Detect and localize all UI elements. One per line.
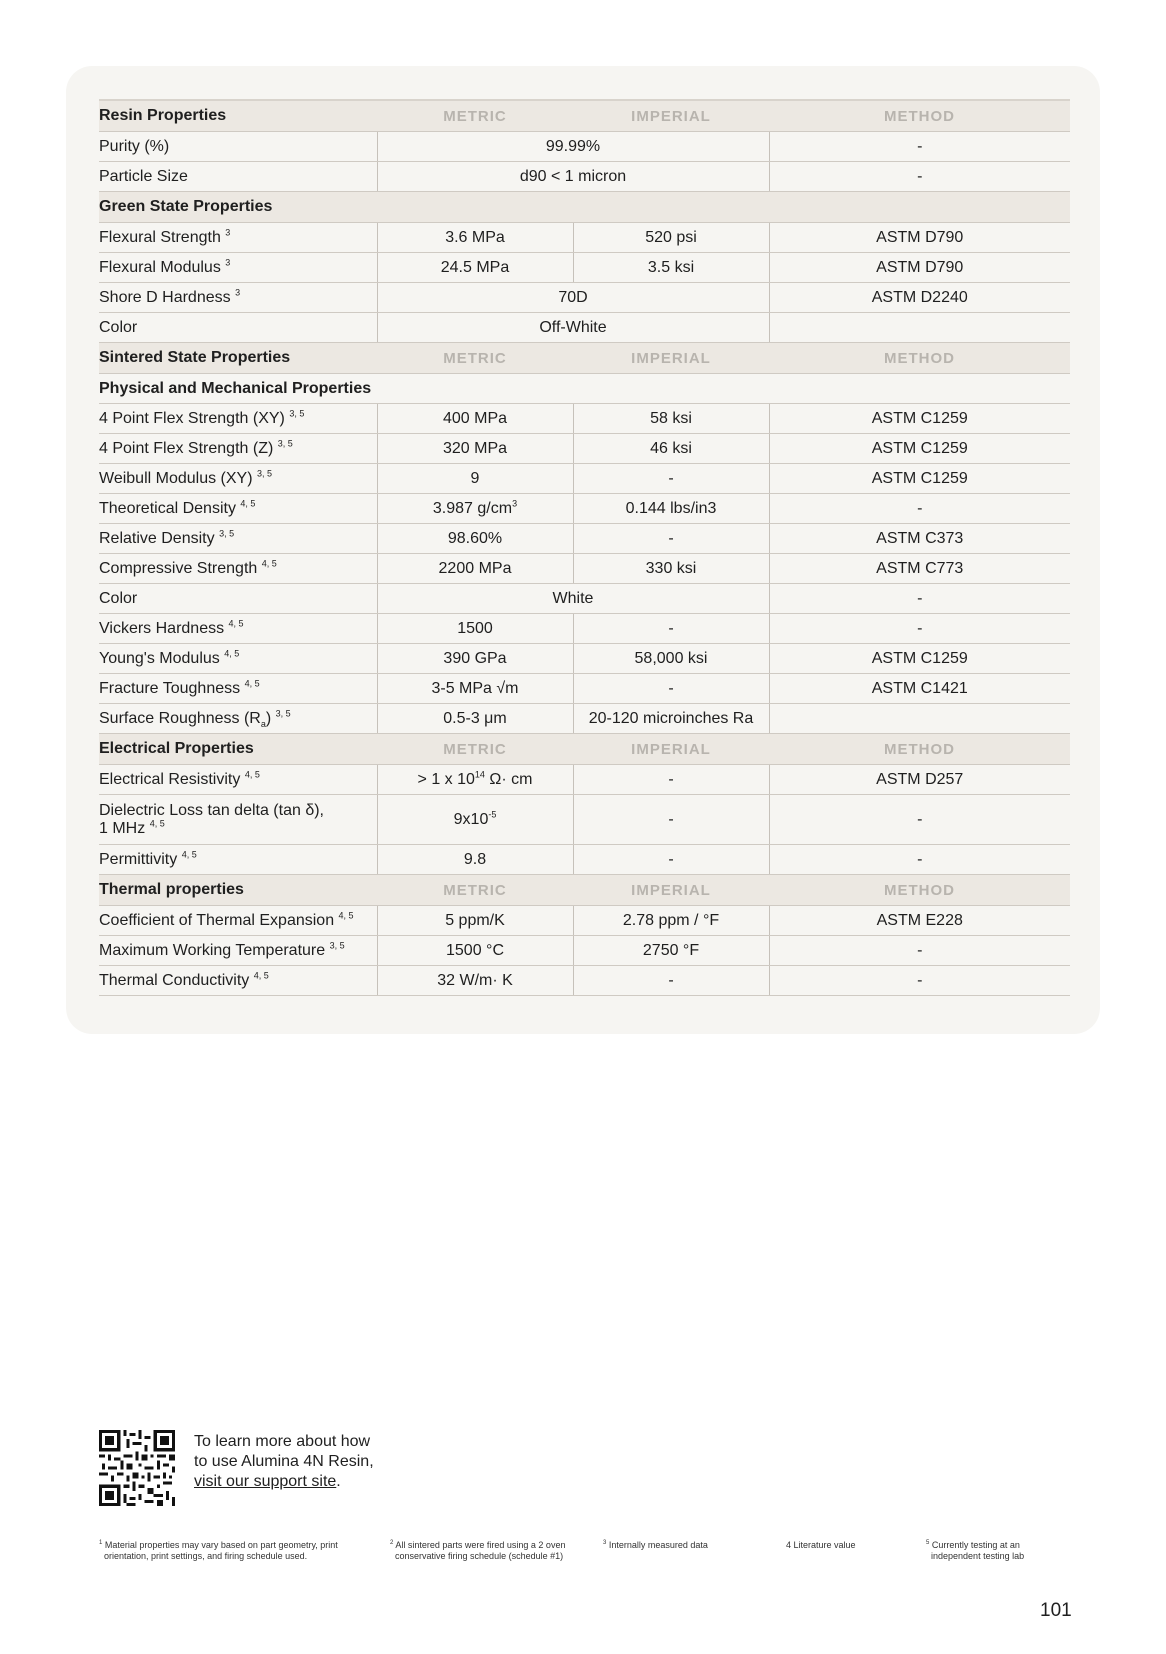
page-number: 101 [1040, 1600, 1072, 1621]
row-imperial: - [573, 966, 769, 996]
row-label: Shore D Hardness $^3$ [99, 283, 377, 313]
row-method: ASTM C1259 [769, 644, 1070, 674]
row-method: ASTM D790 [769, 223, 1070, 253]
properties-table [99, 99, 1070, 996]
subsection-title: Physical and Mechanical Properties [99, 374, 1070, 404]
table-row [99, 554, 1070, 584]
row-value: 99.99% [377, 132, 769, 162]
table-row [99, 313, 1070, 343]
table-row [99, 524, 1070, 554]
row-method: ASTM C773 [769, 554, 1070, 584]
row-method: ASTM C1259 [769, 464, 1070, 494]
row-metric: 3-5 MPa √m [377, 674, 573, 704]
table-row [99, 494, 1070, 524]
table-row [99, 966, 1070, 996]
row-imperial: 58,000 ksi [573, 644, 769, 674]
row-label: Fracture Toughness $^{4, 5}$ [99, 674, 377, 704]
row-method: - [769, 162, 1070, 192]
row-metric: 400 MPa [377, 404, 573, 434]
row-label: Surface Roughness $(R_a)$ $^{3, 5}$ [99, 704, 377, 734]
table-row [99, 132, 1070, 162]
row-value: d90 < 1 micron [377, 162, 769, 192]
table-row [99, 704, 1070, 734]
row-method: ASTM C1259 [769, 434, 1070, 464]
row-method: - [769, 936, 1070, 966]
col-method: METHOD [769, 343, 1070, 374]
section-title: Resin Properties [99, 100, 377, 132]
row-imperial: - [573, 795, 769, 845]
row-imperial: 20-120 microinches Ra [573, 704, 769, 734]
section-header-electrical [99, 734, 1070, 765]
table-row [99, 162, 1070, 192]
row-label: 4 Point Flex Strength (Z) $^{3, 5}$ [99, 434, 377, 464]
row-metric: 5 ppm/K [377, 906, 573, 936]
row-label: Coefficient of Thermal Expansion $^{4, 5}$ [99, 906, 377, 936]
row-label: Flexural Modulus $^3$ [99, 253, 377, 283]
row-method: ASTM E228 [769, 906, 1070, 936]
table-row [99, 464, 1070, 494]
row-metric: 2200 MPa [377, 554, 573, 584]
table-row [99, 845, 1070, 875]
row-value: Off-White [377, 313, 769, 343]
row-metric: 390 GPa [377, 644, 573, 674]
subsection-physical [99, 374, 1070, 404]
row-method: ASTM D257 [769, 765, 1070, 795]
table-row [99, 434, 1070, 464]
table-row [99, 936, 1070, 966]
row-imperial: 330 ksi [573, 554, 769, 584]
table-row [99, 404, 1070, 434]
row-method: ASTM C373 [769, 524, 1070, 554]
row-method: ASTM C1421 [769, 674, 1070, 704]
qr-code-icon[interactable] [99, 1430, 175, 1506]
row-value: 70D [377, 283, 769, 313]
table-row [99, 253, 1070, 283]
row-imperial: 3.5 ksi [573, 253, 769, 283]
support-text: To learn more about how to use Alumina 4N Resin, visit our support site. [194, 1433, 374, 1490]
row-method: - [769, 614, 1070, 644]
row-metric: 3.6 MPa [377, 223, 573, 253]
row-metric: 3.987 $g/cm^3$ [377, 494, 573, 524]
col-metric: METRIC [377, 343, 573, 374]
row-label: Purity (%) [99, 132, 377, 162]
col-method: METHOD [769, 100, 1070, 132]
row-label: Electrical Resistivity $^{4, 5}$ [99, 765, 377, 795]
row-method: - [769, 132, 1070, 162]
row-imperial: 2750 °F [573, 936, 769, 966]
row-label: Compressive Strength $^{4, 5}$ [99, 554, 377, 584]
footnote-5: $^5$ Currently testing at an independent testing lab [926, 1540, 1025, 1561]
row-label: Color [99, 313, 377, 343]
row-metric: 9 [377, 464, 573, 494]
row-imperial: - [573, 674, 769, 704]
row-metric: $9x10^{-5}$ [377, 795, 573, 845]
footnote-4: 4 Literature value [786, 1540, 856, 1550]
table-row [99, 614, 1070, 644]
row-method: - [769, 494, 1070, 524]
footnote-1: $^1$ Material properties may vary based on part geometry, print orientation, print settings, and firing schedule used. [99, 1540, 338, 1561]
section-header-resin [99, 100, 1070, 132]
row-imperial: - [573, 845, 769, 875]
row-metric: 98.60% [377, 524, 573, 554]
row-imperial: - [573, 464, 769, 494]
row-value: White [377, 584, 769, 614]
row-metric: 1500 °C [377, 936, 573, 966]
row-method: - [769, 966, 1070, 996]
row-label: Flexural Strength $^3$ [99, 223, 377, 253]
row-metric: 0.5-3 μm [377, 704, 573, 734]
row-imperial: - [573, 765, 769, 795]
row-method: - [769, 845, 1070, 875]
section-header-thermal [99, 875, 1070, 906]
table-row [99, 283, 1070, 313]
row-metric: 32 W/m· K [377, 966, 573, 996]
row-label: Permittivity $^{4, 5}$ [99, 845, 377, 875]
section-header-green [99, 192, 1070, 223]
row-imperial: 46 ksi [573, 434, 769, 464]
row-metric: 320 MPa [377, 434, 573, 464]
section-title: Green State Properties [99, 192, 1070, 223]
footnote-2: $^2$ All sintered parts were fired using a 2 oven conservative firing schedule (schedule #1) [390, 1540, 566, 1561]
row-label: Thermal Conductivity $^{4, 5}$ [99, 966, 377, 996]
row-metric: 1500 [377, 614, 573, 644]
table-row [99, 674, 1070, 704]
row-label: Young's Modulus $^{4, 5}$ [99, 644, 377, 674]
section-title: Electrical Properties [99, 734, 377, 765]
row-imperial: - [573, 614, 769, 644]
table-row [99, 906, 1070, 936]
row-imperial: 520 psi [573, 223, 769, 253]
row-imperial: 0.144 lbs/in3 [573, 494, 769, 524]
row-metric: 24.5 MPa [377, 253, 573, 283]
col-imperial: IMPERIAL [573, 734, 769, 765]
table-row [99, 223, 1070, 253]
row-method: ASTM D790 [769, 253, 1070, 283]
col-imperial: IMPERIAL [573, 100, 769, 132]
row-imperial: 58 ksi [573, 404, 769, 434]
row-method: ASTM D2240 [769, 283, 1070, 313]
row-label: 4 Point Flex Strength (XY) $^{3, 5}$ [99, 404, 377, 434]
row-method: - [769, 584, 1070, 614]
row-method [769, 704, 1070, 734]
row-label: Color [99, 584, 377, 614]
row-label: Particle Size [99, 162, 377, 192]
col-metric: METRIC [377, 100, 573, 132]
support-site-link[interactable]: visit our support site [194, 1473, 337, 1490]
row-method: ASTM C1259 [769, 404, 1070, 434]
table-row [99, 765, 1070, 795]
row-method: - [769, 795, 1070, 845]
row-label: Weibull Modulus (XY) $^{3, 5}$ [99, 464, 377, 494]
col-metric: METRIC [377, 875, 573, 906]
table-row [99, 644, 1070, 674]
col-method: METHOD [769, 734, 1070, 765]
row-label: Relative Density $^{3, 5}$ [99, 524, 377, 554]
row-label: Theoretical Density $^{4, 5}$ [99, 494, 377, 524]
col-imperial: IMPERIAL [573, 343, 769, 374]
row-imperial: 2.78 ppm / °F [573, 906, 769, 936]
section-title: Sintered State Properties [99, 343, 377, 374]
section-title: Thermal properties [99, 875, 377, 906]
row-label: Maximum Working Temperature $^{3, 5}$ [99, 936, 377, 966]
col-method: METHOD [769, 875, 1070, 906]
col-metric: METRIC [377, 734, 573, 765]
row-imperial: - [573, 524, 769, 554]
table-row [99, 795, 1070, 845]
row-metric: > 1 x $10^{14}$ Ω· cm [377, 765, 573, 795]
col-imperial: IMPERIAL [573, 875, 769, 906]
row-label: Dielectric Loss tan delta (tan δ), 1 MHz $^{4, 5}$ [99, 795, 377, 845]
section-header-sintered [99, 343, 1070, 374]
row-method [769, 313, 1070, 343]
row-label: Vickers Hardness $^{4, 5}$ [99, 614, 377, 644]
footnote-3: $^3$ Internally measured data [603, 1540, 708, 1550]
row-metric: 9.8 [377, 845, 573, 875]
table-row [99, 584, 1070, 614]
